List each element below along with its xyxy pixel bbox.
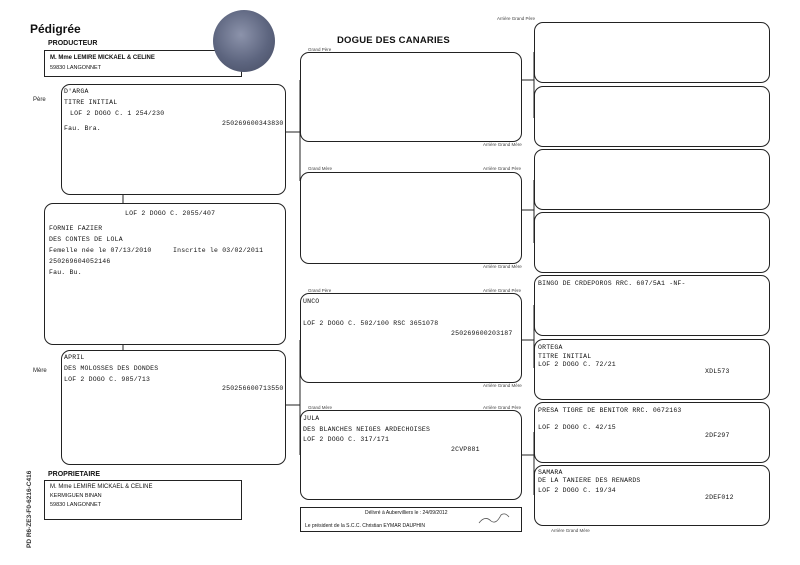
owner-name: M. Mme LEMIRE MICKAEL & CELINE (50, 484, 153, 490)
label-agm-1: Arrière Grand Mère (483, 142, 522, 147)
ancestor-8-tattoo: 2DEF012 (705, 494, 734, 501)
label-agp-4: Arrière Grand Père (483, 405, 522, 410)
ancestor-box-5 (534, 275, 770, 336)
label-agp-3: Arrière Grand Père (483, 288, 522, 293)
mother-name: APRIL (64, 354, 85, 361)
ancestor-7-name: PRESA TIGRE DE BENITOR RRC. 0672163 (538, 407, 682, 414)
scc-stamp-logo (213, 10, 275, 72)
owner-label: PROPRIETAIRE (48, 471, 100, 478)
subject-name: FORNIE FAZIER (49, 225, 103, 232)
subject-born: Femelle née le 07/13/2010 (49, 247, 152, 254)
maternal-grandmother-box (300, 410, 522, 500)
ancestor-5-name: BINGO DE CRDEPOROS RRC. 607/5A1 -NF- (538, 280, 686, 287)
mgm-registration: LOF 2 DOGO C. 317/171 (303, 436, 390, 443)
ancestor-box-7 (534, 402, 770, 463)
producer-city: 59830 LANGONNET (50, 65, 102, 71)
father-coat: Fau. Bra. (64, 125, 101, 132)
mgm-affix: DES BLANCHES NEIGES ARDECHOISES (303, 426, 431, 433)
label-agp-1: Arrière Grand Père (497, 16, 536, 21)
ancestor-8-affix: DE LA TANIERE DES RENARDS (538, 477, 641, 484)
producer-label: PRODUCTEUR (48, 40, 98, 47)
label-pere: Père (33, 97, 46, 103)
producer-box (44, 50, 242, 77)
ancestor-box-6 (534, 339, 770, 400)
ancestor-box-2 (534, 86, 770, 147)
father-chip: 250269600343830 (222, 120, 284, 127)
ancestor-8-reg: LOF 2 DOGO C. 19/34 (538, 487, 616, 494)
label-agp-2: Arrière Grand Père (483, 166, 522, 171)
ancestor-8-name: SAMARA (538, 469, 563, 476)
paternal-grandmother-box (300, 172, 522, 264)
mother-box (61, 350, 286, 465)
subject-box (44, 203, 286, 345)
paternal-grandfather-box (300, 52, 522, 142)
signature-icon (301, 508, 523, 533)
label-mere: Mère (33, 368, 47, 374)
label-agm-3: Arrière Grand Mère (483, 383, 522, 388)
label-agm-4: Arrière Grand Mère (551, 528, 590, 533)
mgf-registration: LOF 2 DOGO C. 502/100 RSC 3651078 (303, 320, 439, 327)
subject-coat: Fau. Bu. (49, 269, 82, 276)
mgf-name: UNCO (303, 298, 320, 305)
ancestor-6-reg: LOF 2 DOGO C. 72/21 (538, 361, 616, 368)
mother-registration: LOF 2 DOGO C. 985/713 (64, 376, 151, 383)
side-code: PD R6-ZE3-F0-6216-C416 (26, 470, 33, 548)
ancestor-box-4 (534, 212, 770, 273)
father-name: D'ARGA (64, 88, 89, 95)
ancestor-6-name: ORTEGA (538, 344, 563, 351)
father-box (61, 84, 286, 195)
owner-street: KERMIGUEN BINAN (50, 493, 102, 499)
ancestor-6-tattoo: XDL573 (705, 368, 730, 375)
delivered-text: Délivré à Aubervilliers le : 24/09/2012 (365, 510, 448, 516)
subject-inscribed: Inscrite le 03/02/2011 (173, 247, 264, 254)
page-title: Pédigrée (30, 22, 81, 36)
ancestor-box-8 (534, 465, 770, 526)
mother-affix: DES MOLOSSES DES DONDES (64, 365, 159, 372)
label-paternal-grand-mere: Grand Mère (308, 166, 333, 171)
ancestor-box-1 (534, 22, 770, 83)
label-agm-2: Arrière Grand Mère (483, 264, 522, 269)
label-paternal-grand-pere: Grand Père (308, 47, 332, 52)
mgf-chip: 250269600203187 (451, 330, 513, 337)
mgm-tattoo: 2CVP881 (451, 446, 480, 453)
ancestor-7-reg: LOF 2 DOGO C. 42/15 (538, 424, 616, 431)
subject-chip: 250269604052146 (49, 258, 111, 265)
father-registration: LOF 2 DOGO C. 1 254/230 (70, 110, 165, 117)
subject-registration: LOF 2 DOGO C. 2055/407 (125, 210, 216, 217)
ancestor-6-title: TITRE INITIAL (538, 353, 592, 360)
producer-name: M. Mme LEMIRE MICKAEL & CELINE (50, 55, 155, 61)
maternal-grandfather-box (300, 293, 522, 383)
ancestor-7-tattoo: 2DF297 (705, 432, 730, 439)
label-maternal-grand-pere: Grand Père (308, 288, 332, 293)
owner-city: 59830 LANGONNET (50, 502, 102, 508)
label-maternal-grand-mere: Grand Mère (308, 405, 333, 410)
father-title: TITRE INITIAL (64, 99, 118, 106)
ancestor-box-3 (534, 149, 770, 210)
certification-box (300, 507, 522, 532)
mother-chip: 250256600713550 (222, 385, 284, 392)
subject-affix: DES CONTES DE LOLA (49, 236, 123, 243)
president-text: Le président de la S.C.C. Christian EYMAR DAUPHIN (305, 523, 426, 529)
breed-title: DOGUE DES CANARIES (337, 35, 450, 46)
mgm-name: JULA (303, 415, 320, 422)
owner-box (44, 480, 242, 520)
